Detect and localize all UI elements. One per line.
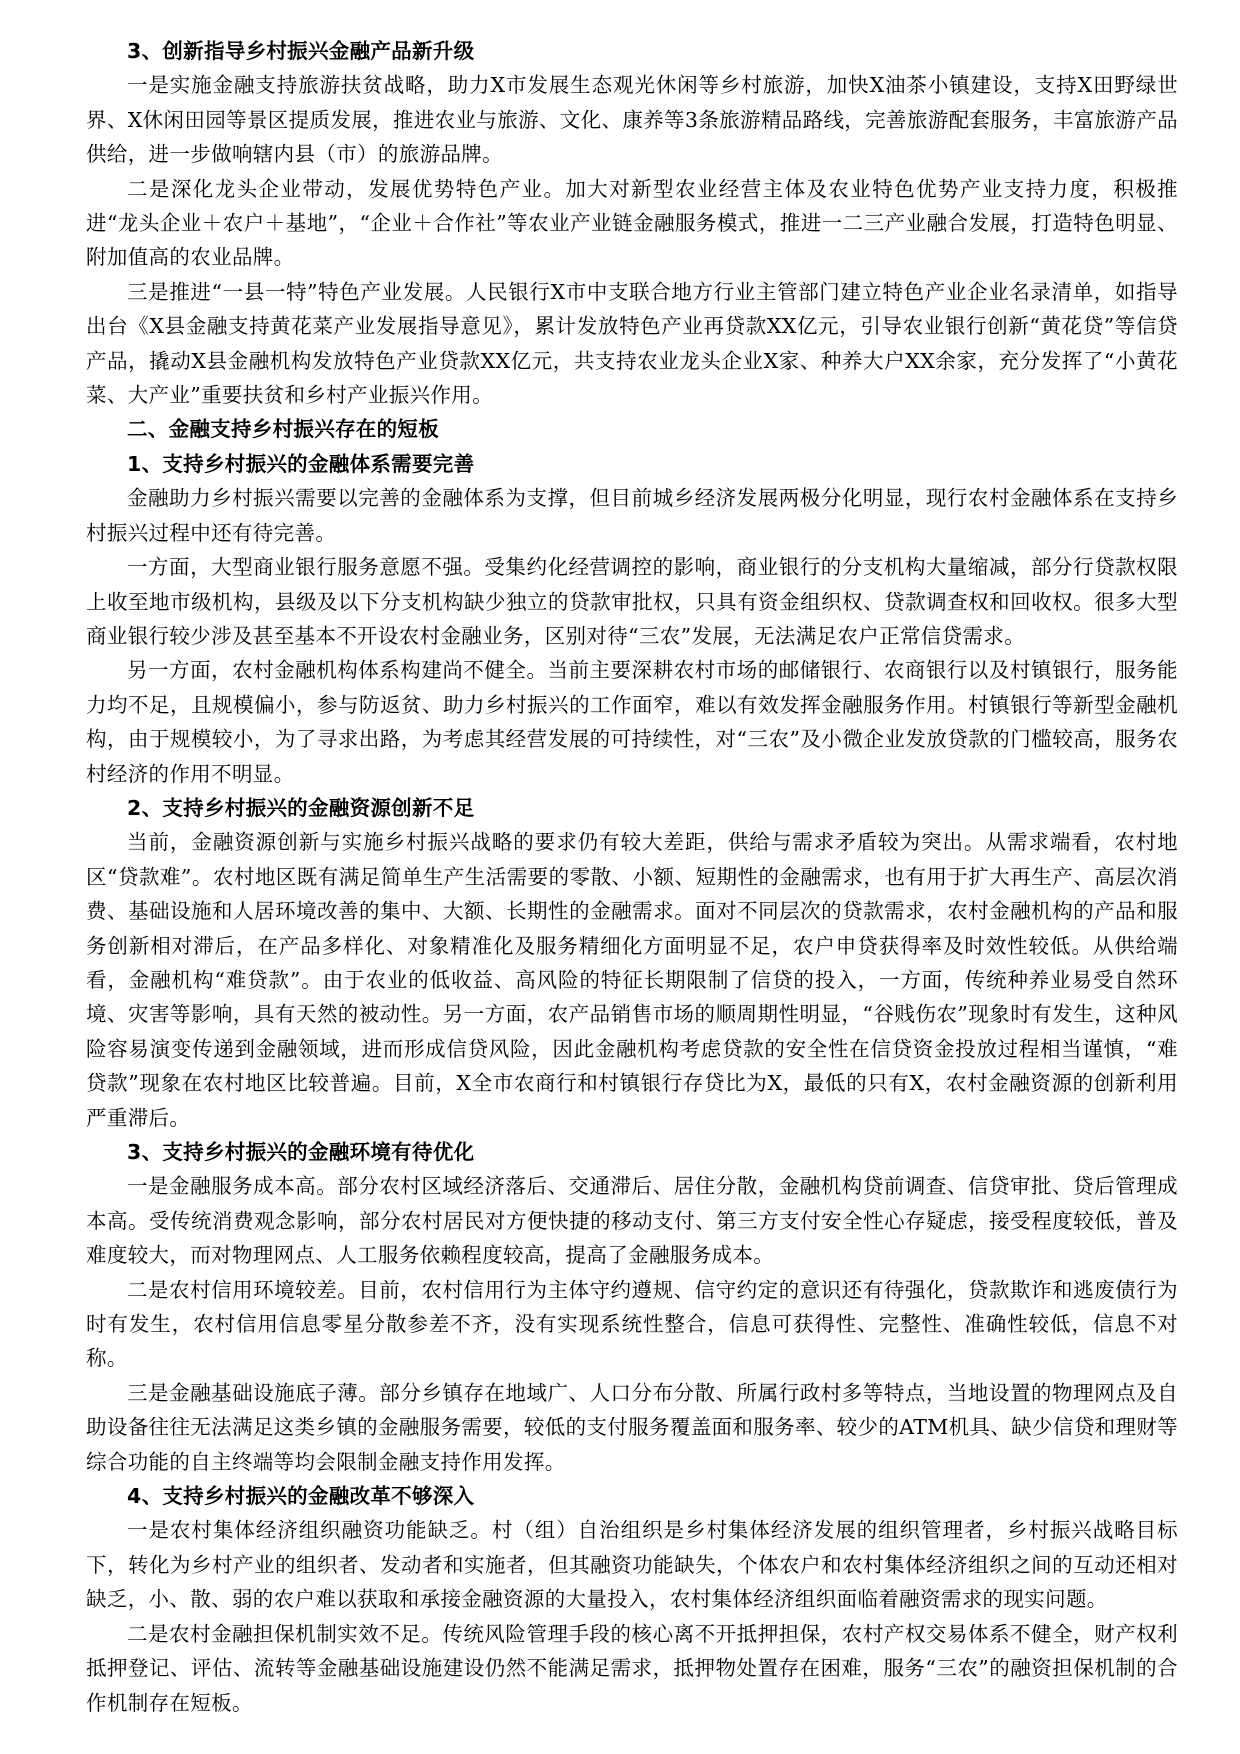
section-heading: 3、支持乡村振兴的金融环境有待优化 xyxy=(127,1140,475,1164)
paragraph: 一是农村集体经济组织融资功能缺乏。村（组）自治组织是乡村集体经济发展的组织管理者，乡村振兴战略目标下，转化为乡村产业的组织者、发动者和实施者，但其融资功能缺失，个体农户和农村集体经济组织之间的互动还相对缺乏，小、散、弱的农户难以获取和承接金融资源的大量投入，农村集体经济组织面临着融资需求的现实问题。 xyxy=(86,1518,1178,1612)
paragraph: 另一方面，农村金融机构体系构建尚不健全。当前主要深耕农村市场的邮储银行、农商银行以及村镇银行，服务能力均不足，且规模偏小，参与防返贫、助力乡村振兴的工作面窄，难以有效发挥金融服务作用。村镇银行等新型金融机构，由于规模较小，为了寻求出路，为考虑其经营发展的可持续性，对“三农”及小微企业发放贷款的门槛较高，服务农村经济的作用不明显。 xyxy=(86,658,1178,786)
paragraph: 二是深化龙头企业带动，发展优势特色产业。加大对新型农业经营主体及农业特色优势产业支持力度，积极推进“龙头企业＋农户＋基地”，“企业＋合作社”等农业产业链金融服务模式，推进一二三产业融合发展，打造特色明显、附加值高的农业品牌。 xyxy=(86,176,1178,270)
paragraph: 二是农村信用环境较差。目前，农村信用行为主体守约遵规、信守约定的意识还有待强化，贷款欺诈和逃废债行为时有发生，农村信用信息零星分散参差不齐，没有实现系统性整合，信息可获得性、完整性、准确性较低，信息不对称。 xyxy=(86,1277,1178,1371)
paragraph: 二是农村金融担保机制实效不足。传统风险管理手段的核心离不开抵押担保，农村产权交易体系不健全，财产权利抵押登记、评估、流转等金融基础设施建设仍然不能满足需求，抵押物处置存在困难，服务“三农”的融资担保机制的合作机制存在短板。 xyxy=(86,1621,1178,1715)
section-heading: 2、支持乡村振兴的金融资源创新不足 xyxy=(127,795,475,820)
section-heading: 1、支持乡村振兴的金融体系需要完善 xyxy=(127,451,475,476)
paragraph: 金融助力乡村振兴需要以完善的金融体系为支撑，但目前城乡经济发展两极分化明显，现行农村金融体系在支持乡村振兴过程中还有待完善。 xyxy=(86,486,1178,545)
paragraph: 一方面，大型商业银行服务意愿不强。受集约化经营调控的影响，商业银行的分支机构大量缩减，部分行贷款权限上收至地市级机构，县级及以下分支机构缺少独立的贷款审批权，只具有资金组织权、贷款调查权和回收权。很多大型商业银行较少涉及甚至基本不开设农村金融业务，区别对待“三农”发展，无法满足农户正常信贷需求。 xyxy=(86,555,1178,648)
paragraph: 三是金融基础设施底子薄。部分乡镇存在地域广、人口分布分散、所属行政村多等特点，当地设置的物理网点及自助设备往往无法满足这类乡镇的金融服务需要，较低的支付服务覆盖面和服务率、较少的ATM机具、缺少信贷和理财等综合功能的自主终端等均会限制金融支持作用发挥。 xyxy=(86,1380,1178,1474)
section-heading: 3、创新指导乡村振兴金融产品新升级 xyxy=(127,39,475,63)
paragraph: 一是实施金融支持旅游扶贫战略，助力X市发展生态观光休闲等乡村旅游，加快X油茶小镇建设，支持X田野绿世界、X休闲田园等景区提质发展，推进农业与旅游、文化、康养等3条旅游精品路线，完善旅游配套服务，丰富旅游产品供给，进一步做响辖内县（市）的旅游品牌。 xyxy=(86,73,1178,167)
paragraph: 当前，金融资源创新与实施乡村振兴战略的要求仍有较大差距，供给与需求矛盾较为突出。从需求端看，农村地区“贷款难”。农村地区既有满足简单生产生活需要的零散、小额、短期性的金融需求，也有用于扩大再生产、高层次消费、基础设施和人居环境改善的集中、大额、长期性的金融需求。面对不同层次的贷款需求，农村金融机构的产品和服务创新相对滞后，在产品多样化、对象精准化及服务精细化方面明显不足，农户申贷获得率及时效性较低。从供给端看，金融机构“难贷款”。由于农业的低收益、高风险的特征长期限制了信贷的投入，一方面，传统种养业易受自然环境、灾害等影响，具有天然的被动性。另一方面，农产品销售市场的顺周期性明显，“谷贱伤农”现象时有发生，这种风险容易演变传递到金融领域，进而形成信贷风险，因此金融机构考虑贷款的安全性在信贷资金投放过程相当谨慎，“难贷款”现象在农村地区比较普遍。目前，X全市农商行和村镇银行存贷比为X，最低的只有X，农村金融资源的创新利用严重滞后。 xyxy=(86,830,1178,1130)
chapter-heading: 二、金融支持乡村振兴存在的短板 xyxy=(127,417,439,442)
paragraph: 一是金融服务成本高。部分农村区域经济落后、交通滞后、居住分散，金融机构贷前调查、信贷审批、贷后管理成本高。受传统消费观念影响，部分农村居民对方便快捷的移动支付、第三方支付安全性心存疑虑，接受程度较低，普及难度较大，而对物理网点、人工服务依赖程度较高，提高了金融服务成本。 xyxy=(86,1174,1178,1268)
section-heading: 4、支持乡村振兴的金融改革不够深入 xyxy=(127,1484,475,1509)
paragraph: 三是推进“一县一特”特色产业发展。人民银行X市中支联合地方行业主管部门建立特色产业企业名录清单，如指导出台《X县金融支持黄花菜产业发展指导意见》，累计发放特色产业再贷款XX亿元，引导农业银行创新“黄花贷”等信贷产品，撬动X县金融机构发放特色产业贷款XX亿元，共支持农业龙头企业X家、种养大户XX余家，充分发挥了“小黄花菜、大产业”重要扶贫和乡村产业振兴作用。 xyxy=(86,279,1178,408)
